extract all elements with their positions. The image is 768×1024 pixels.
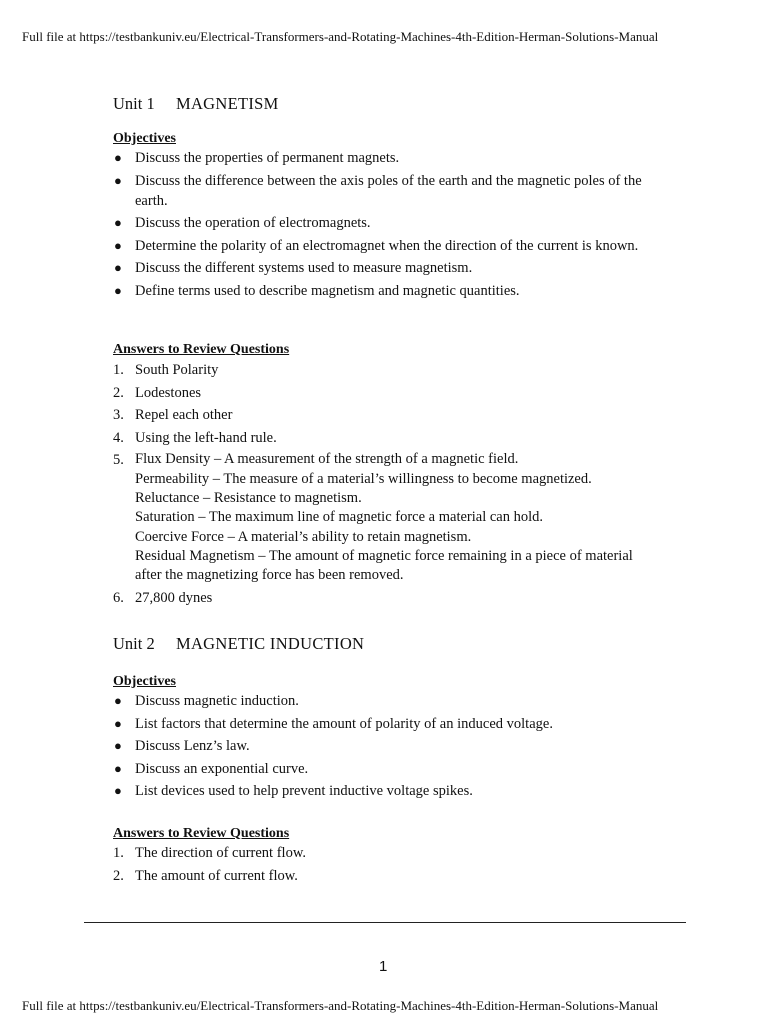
item-number: 2. [113,867,124,884]
top-source-banner: Full file at https://testbankuniv.eu/Electrical-Transformers-and-Rotating-Machines-4th-Edition-Herman-Solutions-Manual [22,29,659,44]
list-item: ● Define terms used to describe magnetism and magnetic quantities. [114,282,520,299]
bullet-icon: ● [114,760,122,776]
item-number: 1. [113,362,124,378]
unit-1-objectives-list [113,148,658,304]
definition-residual-magnetism: Residual Magnetism – The amount of magnetic force remaining in a piece of material after the magnetizing force has been removed. [135,547,633,584]
list-item-definitions [113,450,658,585]
unit-2-objectives-list [113,691,658,804]
list-item: ● Discuss magnetic induction. [114,693,299,709]
unit-1-title [113,94,279,114]
bullet-icon: ● [114,260,122,276]
list-item: 2. The amount of current flow. [113,867,298,884]
list-item: ● Discuss an exponential curve. [114,760,309,777]
list-item: 1. The direction of current flow. [113,845,306,861]
unit-1-answers-list [113,360,658,611]
list-item: ● Discuss Lenz’s law. [114,738,250,755]
bullet-icon: ● [114,215,122,231]
bullet-icon: ● [114,237,122,253]
list-item: 6. 27,800 dynes [113,590,213,607]
list-item: 2. Lodestones [113,384,202,401]
list-item: 1. South Polarity [113,362,219,378]
list-item: ● Discuss the difference between the axis poles of the earth and the magnetic poles of the earth. [114,172,642,209]
list-item: 4. Using the left-hand rule. [113,429,277,446]
bullet-icon: ● [114,693,122,708]
definition-coercive-force: Coercive Force – A material’s ability to retain magnetism. [135,528,472,545]
footer-divider [84,922,686,923]
list-item: ● Discuss the different systems used to measure magnetism. [114,260,473,277]
bullet-icon: ● [114,783,122,799]
item-number: 2. [113,384,124,401]
definition-reluctance: Reluctance – Resistance to magnetism. [135,489,362,506]
list-item: ● List devices used to help prevent inductive voltage spikes. [114,783,473,800]
item-number: 3. [113,407,124,424]
unit-2-answers-heading: Answers to Review Questions [113,826,290,841]
definition-flux-density: Flux Density – A measurement of the strength of a magnetic field. [135,451,519,468]
list-item: ● Determine the polarity of an electromagnet when the direction of the current is known. [114,237,639,254]
unit-1-number: Unit 1 [113,94,155,113]
bullet-icon: ● [114,150,122,165]
item-number: 5. [113,452,124,469]
list-item: ● List factors that determine the amount of polarity of an induced voltage. [114,715,553,732]
list-item: 3. Repel each other [113,407,233,424]
bullet-icon: ● [114,715,122,731]
bullet-icon: ● [114,282,122,298]
item-number: 6. [113,590,124,607]
unit-1-objectives-heading: Objectives [113,131,176,146]
list-item: ● Discuss the operation of electromagnets. [114,215,371,232]
item-number: 1. [113,845,124,861]
unit-2-number: Unit 2 [113,634,155,653]
list-item: ● Discuss the properties of permanent magnets. [114,150,400,166]
bullet-icon: ● [114,738,122,754]
unit-2-name: MAGNETIC INDUCTION [176,634,365,653]
unit-2-title [113,634,364,654]
definition-saturation: Saturation – The maximum line of magnetic force a material can hold. [135,509,544,526]
definition-permeability: Permeability – The measure of a material’s willingness to become magnetized. [135,470,592,487]
page-number: 1 [379,958,388,975]
bottom-source-banner: Full file at https://testbankuniv.eu/Electrical-Transformers-and-Rotating-Machines-4th-Edition-Herman-Solutions-Manual [22,998,659,1013]
unit-2-answers-list [113,843,658,888]
unit-2-objectives-heading: Objectives [113,674,176,689]
bullet-icon: ● [114,172,122,188]
item-number: 4. [113,429,124,446]
unit-1-name: MAGNETISM [176,94,279,113]
unit-1-answers-heading: Answers to Review Questions [113,342,290,357]
